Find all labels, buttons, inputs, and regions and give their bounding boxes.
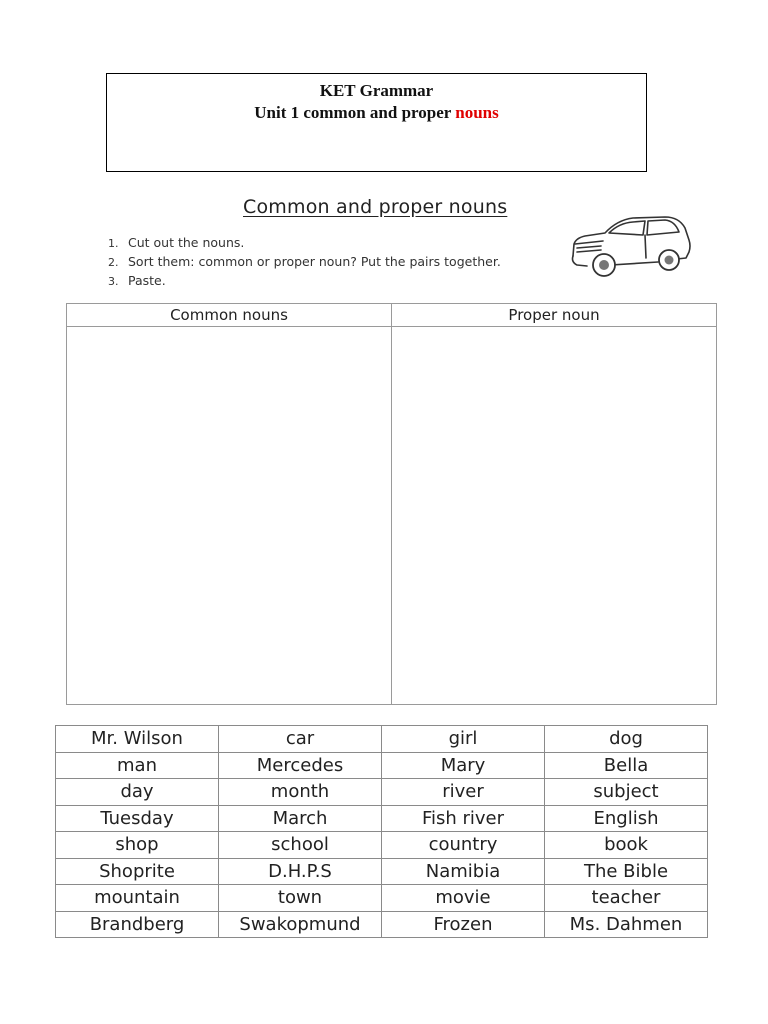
proper-nouns-area — [392, 327, 717, 705]
sort-table-body-row — [67, 327, 717, 705]
word-row — [56, 832, 708, 859]
word-cell: Brandberg — [56, 911, 219, 938]
header-box — [106, 73, 647, 172]
word-cell: school — [219, 832, 382, 859]
word-cell: Swakopmund — [219, 911, 382, 938]
column-header-common: Common nouns — [67, 304, 392, 327]
instruction-item — [108, 252, 501, 271]
instruction-text: Cut out the nouns. — [128, 235, 245, 250]
word-cell: D.H.P.S — [219, 858, 382, 885]
word-cell: The Bible — [545, 858, 708, 885]
instruction-number: 2. — [108, 256, 119, 269]
word-cell: mountain — [56, 885, 219, 912]
word-cell: shop — [56, 832, 219, 859]
word-cell: Tuesday — [56, 805, 219, 832]
word-row — [56, 885, 708, 912]
common-nouns-area — [67, 327, 392, 705]
word-cell: Mary — [382, 752, 545, 779]
instructions-list — [108, 233, 501, 290]
word-cell: month — [219, 779, 382, 806]
word-cell: Mr. Wilson — [56, 726, 219, 753]
word-cell: English — [545, 805, 708, 832]
word-row — [56, 805, 708, 832]
word-cell: book — [545, 832, 708, 859]
instruction-item — [108, 233, 501, 252]
column-header-proper: Proper noun — [392, 304, 717, 327]
word-cell: subject — [545, 779, 708, 806]
instruction-number: 1. — [108, 237, 119, 250]
word-cell: car — [219, 726, 382, 753]
word-cell: day — [56, 779, 219, 806]
header-subtitle-text: Unit 1 common and proper — [254, 103, 456, 122]
header-title: KET Grammar — [319, 81, 434, 100]
word-cell: Shoprite — [56, 858, 219, 885]
word-cell: country — [382, 832, 545, 859]
word-row — [56, 752, 708, 779]
word-cell: man — [56, 752, 219, 779]
word-cell: teacher — [545, 885, 708, 912]
word-cell: Bella — [545, 752, 708, 779]
word-cell: Fish river — [382, 805, 545, 832]
instruction-text: Sort them: common or proper noun? Put the pairs together. — [128, 254, 501, 269]
word-cell: March — [219, 805, 382, 832]
word-cell: movie — [382, 885, 545, 912]
instruction-number: 3. — [108, 275, 119, 288]
word-row — [56, 911, 708, 938]
header-subtitle-accent: nouns — [455, 103, 499, 122]
word-cell: river — [382, 779, 545, 806]
car-illustration — [565, 210, 695, 285]
word-cell: Mercedes — [219, 752, 382, 779]
word-cell: Ms. Dahmen — [545, 911, 708, 938]
word-cell: girl — [382, 726, 545, 753]
word-cell: Namibia — [382, 858, 545, 885]
sort-table — [66, 303, 717, 705]
word-row — [56, 779, 708, 806]
word-row — [56, 858, 708, 885]
word-cell: dog — [545, 726, 708, 753]
word-cell: town — [219, 885, 382, 912]
header-subtitle — [107, 102, 646, 124]
instruction-text: Paste. — [128, 273, 166, 288]
worksheet-title: Common and proper nouns — [243, 196, 508, 218]
word-row — [56, 726, 708, 753]
word-table — [55, 725, 708, 938]
sort-table-header-row — [67, 304, 717, 327]
instruction-item — [108, 271, 501, 290]
word-cell: Frozen — [382, 911, 545, 938]
